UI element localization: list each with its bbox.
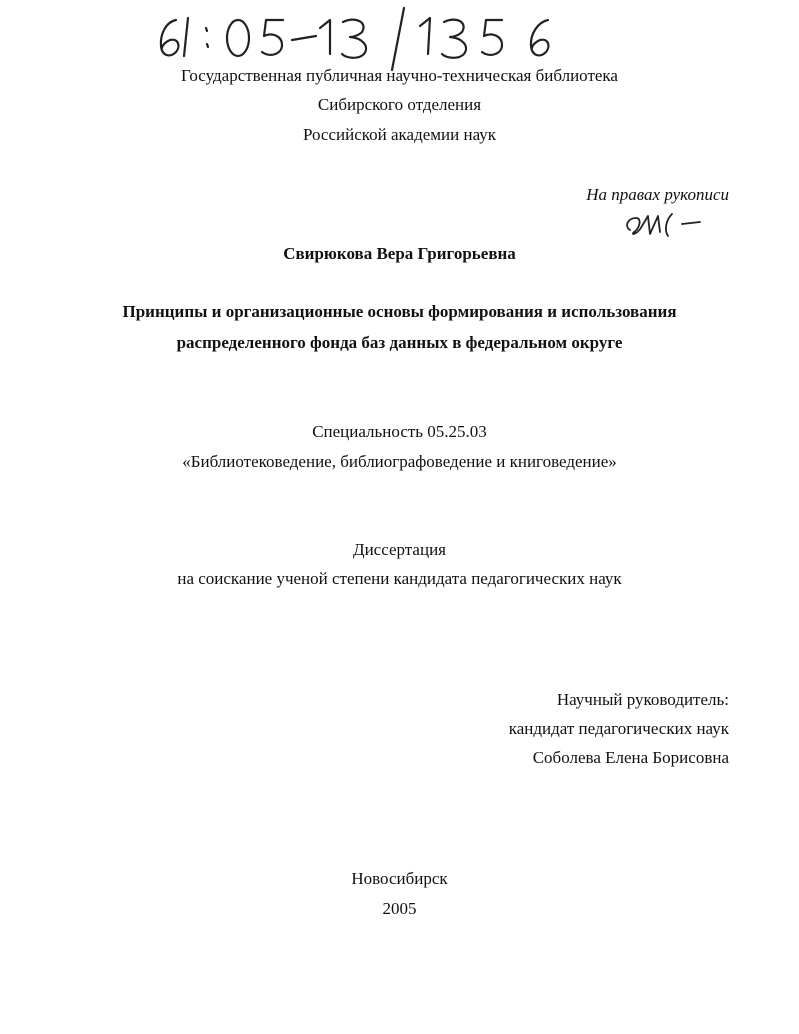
institution-line-2: Сибирского отделения: [317, 95, 482, 114]
supervisor-degree: кандидат педагогических наук: [508, 719, 729, 738]
title-line-1: Принципы и организационные основы формирования и использования: [122, 302, 677, 321]
institution-line-1: Государственная публичная научно-техническая библиотека: [181, 66, 618, 85]
hand-digit-3: [342, 20, 366, 58]
institution-line-3: Российской академии наук: [302, 125, 497, 144]
hand-digit-1b: [320, 20, 330, 54]
hand-colon: [206, 28, 208, 47]
hand-digit-3b: [442, 20, 466, 58]
degree-line: на соискание ученой степени кандидата педагогических наук: [177, 569, 622, 588]
hand-digit-1c: [420, 18, 430, 54]
rights-note: На правах рукописи: [586, 185, 729, 204]
hand-digit-1: [184, 18, 188, 56]
specialty-code: Специальность 05.25.03: [312, 422, 487, 441]
supervisor-label: Научный руководитель:: [556, 690, 729, 709]
document-type: Диссертация: [352, 540, 446, 559]
hand-digit-5b: [482, 20, 502, 55]
author-name: Свирюкова Вера Григорьевна: [283, 244, 516, 263]
specialty-name: «Библиотековедение, библиографоведение и книговедение»: [182, 452, 617, 471]
signature: [620, 208, 710, 244]
hand-digit-0: [227, 20, 249, 56]
year: 2005: [382, 899, 417, 918]
title-line-2: распределенного фонда баз данных в федеральном округе: [176, 333, 623, 352]
city: Новосибирск: [351, 869, 448, 888]
hand-slash: [392, 8, 404, 70]
supervisor-name: Соболева Елена Борисовна: [532, 748, 729, 767]
hand-digit-5: [262, 20, 283, 55]
hand-dash: [292, 36, 316, 40]
hand-digit-6: [161, 20, 179, 55]
hand-digit-6b: [531, 20, 549, 55]
